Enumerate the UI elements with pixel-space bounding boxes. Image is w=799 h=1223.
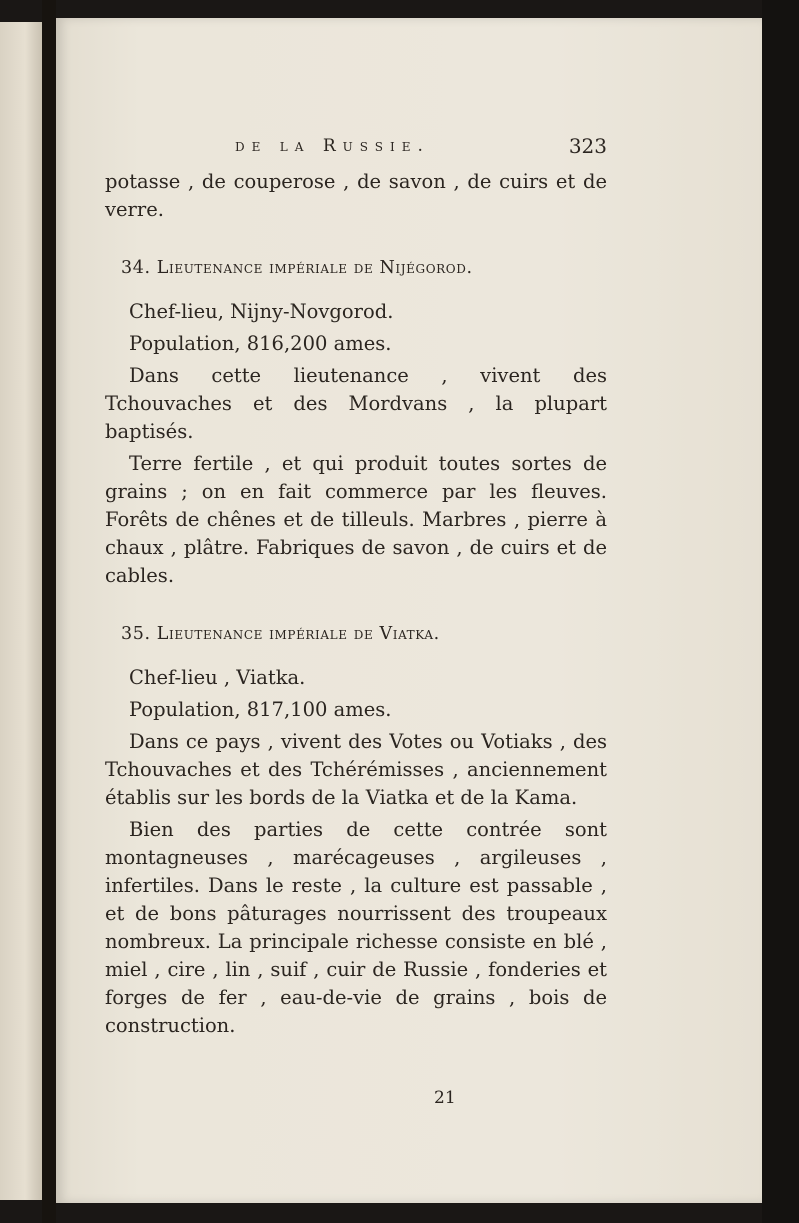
paragraph: Bien des parties de cette contrée sont montagneuses , marécageuses , argileuses , infertiles. Dans le reste , la culture est passable , et de bons pâturages nourrissent des troupeaux nombreux. La principale richesse consiste en blé , miel , cire , lin , suif , cuir de Russie , fonderies et forges de fer , eau-de-vie de grains , bois de construction. [105, 818, 607, 1037]
book-page [56, 18, 762, 1203]
facing-page-edge [0, 22, 42, 1200]
page-text [105, 132, 607, 1040]
capital-line: Chef-lieu, Nijny-Novgorod. [129, 300, 394, 323]
section-heading: 35. Lieutenance impériale de Viatka. [121, 624, 440, 644]
paragraph: Dans cette lieutenance , vivent des Tchouvaches et des Mordvans , la plupart baptisés. [105, 364, 607, 443]
capital-line: Chef-lieu , Viatka. [129, 666, 306, 689]
running-head [105, 132, 607, 168]
signature-mark: 21 [434, 1088, 456, 1108]
section-viatka [105, 620, 607, 1040]
paragraph: Dans ce pays , vivent des Votes ou Votiaks , des Tchouvaches et des Tchérémisses , anciennement établis sur les bords de la Viatka et de la Kama. [105, 730, 607, 809]
section-heading: 34. Lieutenance impériale de Nijégorod. [121, 258, 473, 278]
continuation-paragraph: potasse , de couperose , de savon , de cuirs et de verre. [105, 170, 607, 221]
running-head-title: de la Russie. [235, 136, 430, 156]
population-line: Population, 817,100 ames. [129, 698, 392, 721]
population-line: Population, 816,200 ames. [129, 332, 392, 355]
section-nijegorod [105, 254, 607, 590]
paragraph: Terre fertile , et qui produit toutes sortes de grains ; on en fait commerce par les fleuves. Forêts de chênes et de tilleuls. Marbres , pierre à chaux , plâtre. Fabriques de savon , de cuirs et de cables. [105, 452, 607, 587]
book-gutter [42, 0, 56, 1223]
page-number: 323 [568, 134, 607, 158]
scan-background-edge [762, 0, 799, 1223]
